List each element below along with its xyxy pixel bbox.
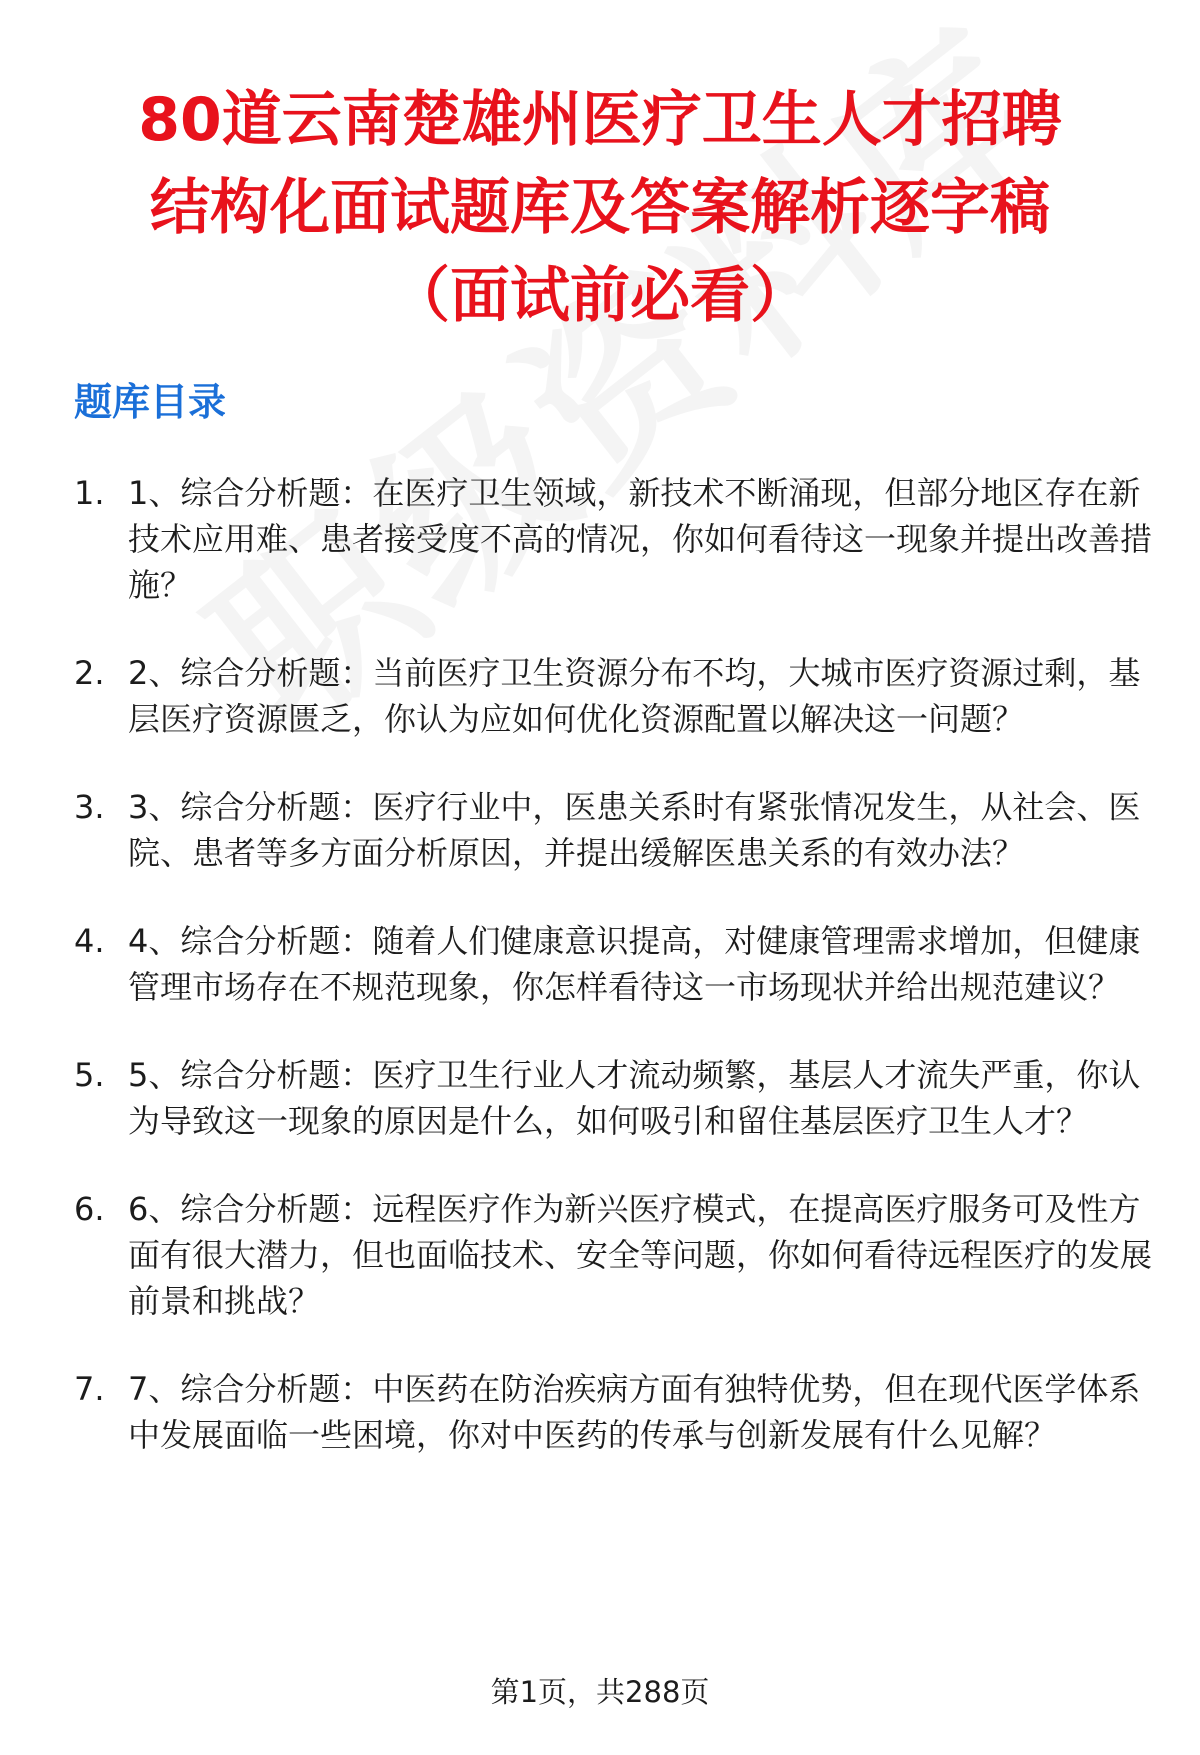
- list-item: [0, 784, 1200, 876]
- title-line-3: （面试前必看）: [390, 261, 810, 331]
- list-item-text: 1、综合分析题：在医疗卫生领域，新技术不断涌现，但部分地区存在新技术应用难、患者接受度不高的情况，你如何看待这一现象并提出改善措施？: [128, 474, 1153, 604]
- list-item-number: 5.: [74, 1056, 105, 1094]
- page-footer: 第1页，共288页: [490, 1675, 710, 1709]
- list-item-number: 4.: [74, 922, 105, 960]
- question-list: [0, 470, 1200, 1458]
- list-item: [0, 1366, 1200, 1458]
- list-item-text: 4、综合分析题：随着人们健康意识提高，对健康管理需求增加，但健康管理市场存在不规范现象，你怎样看待这一市场现状并给出规范建议？: [128, 922, 1141, 1006]
- list-item-number: 2.: [74, 654, 105, 692]
- list-item-number: 3.: [74, 788, 105, 826]
- title-line-2: 结构化面试题库及答案解析逐字稿: [150, 173, 1050, 243]
- toc-heading: 题库目录: [74, 380, 227, 424]
- list-item-text: 2、综合分析题：当前医疗卫生资源分布不均，大城市医疗资源过剩，基层医疗资源匮乏，你认为应如何优化资源配置以解决这一问题？: [128, 654, 1141, 738]
- list-item-text: 3、综合分析题：医疗行业中，医患关系时有紧张情况发生，从社会、医院、患者等多方面分析原因，并提出缓解医患关系的有效办法？: [128, 788, 1141, 872]
- title-line-1: 80道云南楚雄州医疗卫生人才招聘: [138, 85, 1062, 155]
- list-item-text: 7、综合分析题：中医药在防治疾病方面有独特优势，但在现代医学体系中发展面临一些困境，你对中医药的传承与创新发展有什么见解？: [128, 1370, 1141, 1454]
- list-item-text: 6、综合分析题：远程医疗作为新兴医疗模式，在提高医疗服务可及性方面有很大潜力，但也面临技术、安全等问题，你如何看待远程医疗的发展前景和挑战？: [128, 1190, 1153, 1320]
- list-item-number: 7.: [74, 1370, 105, 1408]
- list-item-number: 6.: [74, 1190, 105, 1228]
- list-item-text: 5、综合分析题：医疗卫生行业人才流动频繁，基层人才流失严重，你认为导致这一现象的原因是什么，如何吸引和留住基层医疗卫生人才？: [128, 1056, 1141, 1140]
- list-item-number: 1.: [74, 474, 105, 512]
- list-item: [0, 650, 1200, 742]
- list-item: [0, 1052, 1200, 1144]
- list-item: [0, 470, 1200, 608]
- document-title: [0, 0, 1200, 340]
- list-item: [0, 918, 1200, 1010]
- list-item: [0, 1186, 1200, 1324]
